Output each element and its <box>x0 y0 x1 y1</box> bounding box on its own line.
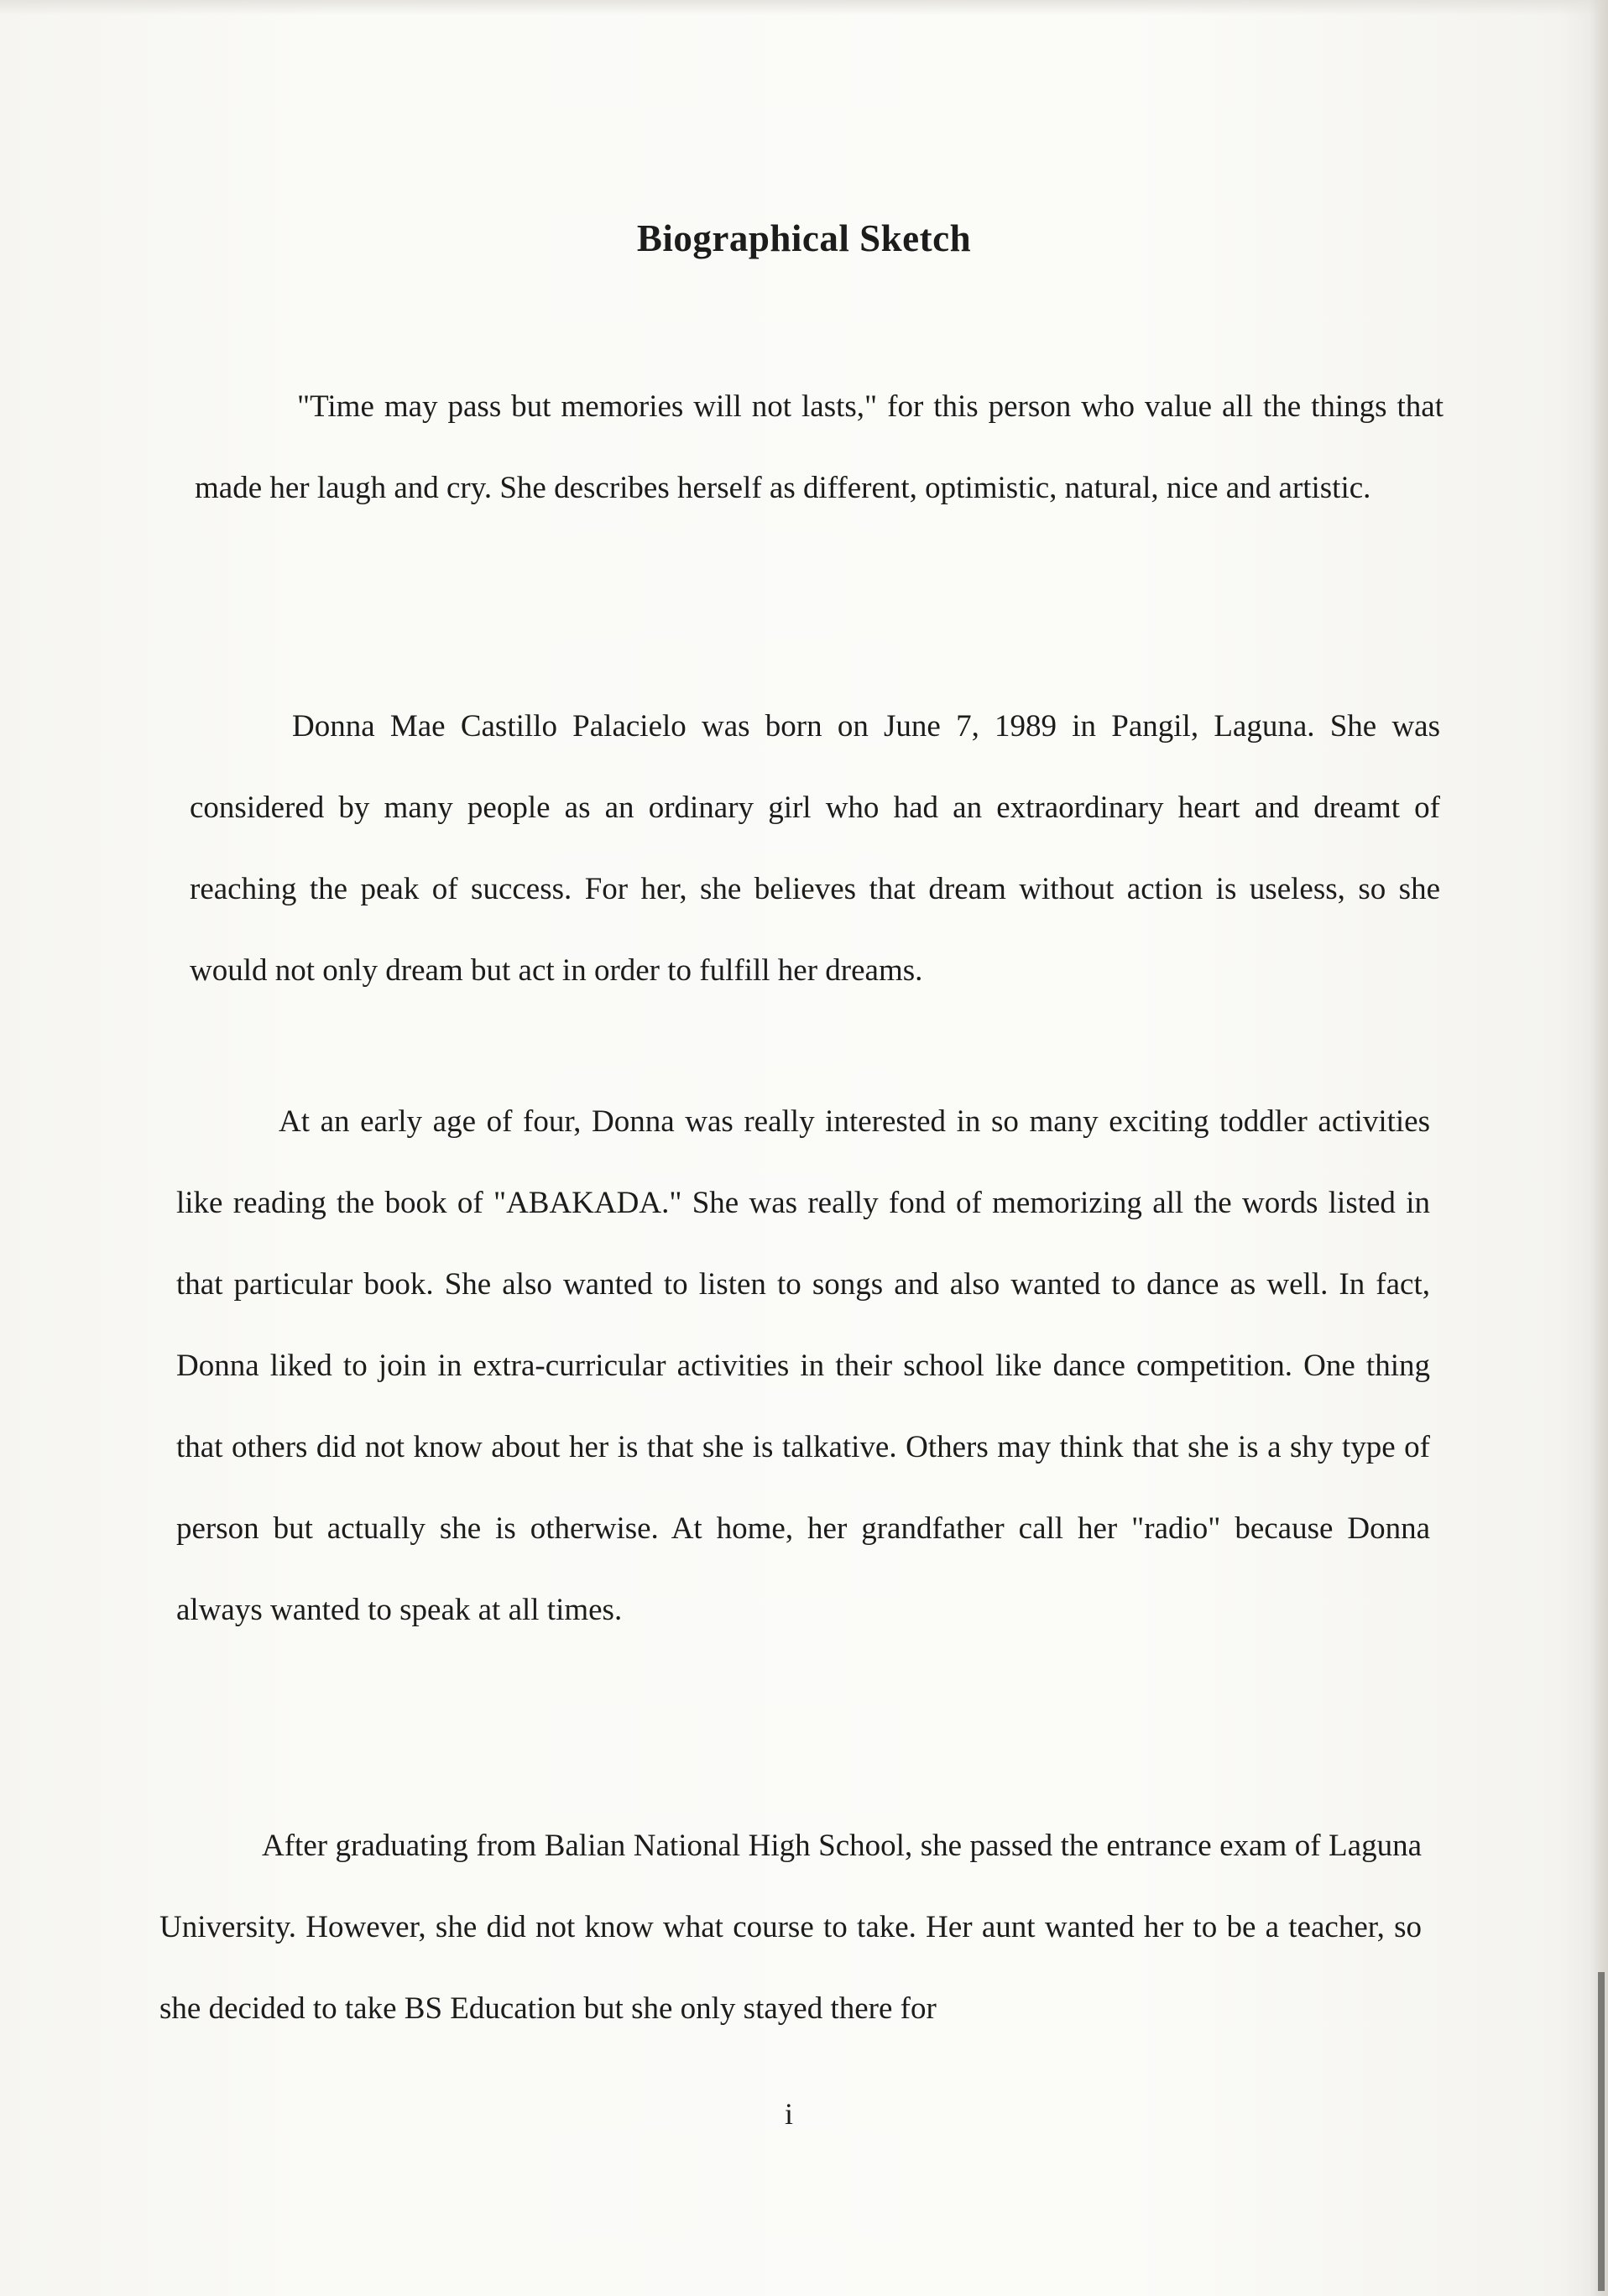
paragraph-1 <box>195 366 1444 529</box>
paragraph-4 <box>159 1805 1422 2049</box>
paragraph-3 <box>176 1081 1430 1651</box>
paragraph-3-text: At an early age of four, Donna was really interested in so many exciting toddler activities like reading the book of "ABAKADA." She was really fond of memorizing all the words listed in that particular book. She also wanted to listen to songs and also wanted to dance as well. In fact, Donna liked to join in extra-curricular activities in their school like dance competition. One thing that others did not know about her is that she is talkative. Others may think that she is a shy type of person but actually she is otherwise. At home, her grandfather call her "radio" because Donna always wanted to speak at all times. <box>176 1104 1430 1627</box>
page-title: Biographical Sketch <box>636 217 972 259</box>
paragraph-1-text: "Time may pass but memories will not lasts," for this person who value all the things that made her laugh and cry. She describes herself as different, optimistic, natural, nice and artistic. <box>195 389 1444 505</box>
paragraph-2 <box>190 686 1440 1011</box>
paragraph-4-text: After graduating from Balian National High School, she passed the entrance exam of Laguna University. However, she did not know what course to take. Her aunt wanted her to be a teacher, so she decided to take BS Education but she only stayed there for <box>159 1829 1422 2026</box>
paragraph-2-text: Donna Mae Castillo Palacielo was born on June 7, 1989 in Pangil, Laguna. She was considered by many people as an ordinary girl who had an extraordinary heart and dreamt of reaching the peak of success. For her, she believes that dream without action is useless, so she would not only dream but act in order to fulfill her dreams. <box>190 709 1440 988</box>
page-right-shadow <box>1590 0 1608 2296</box>
page-top-shadow <box>0 0 1608 15</box>
page-number: i <box>784 2097 793 2131</box>
page-edge-mark <box>1598 1972 1605 2291</box>
